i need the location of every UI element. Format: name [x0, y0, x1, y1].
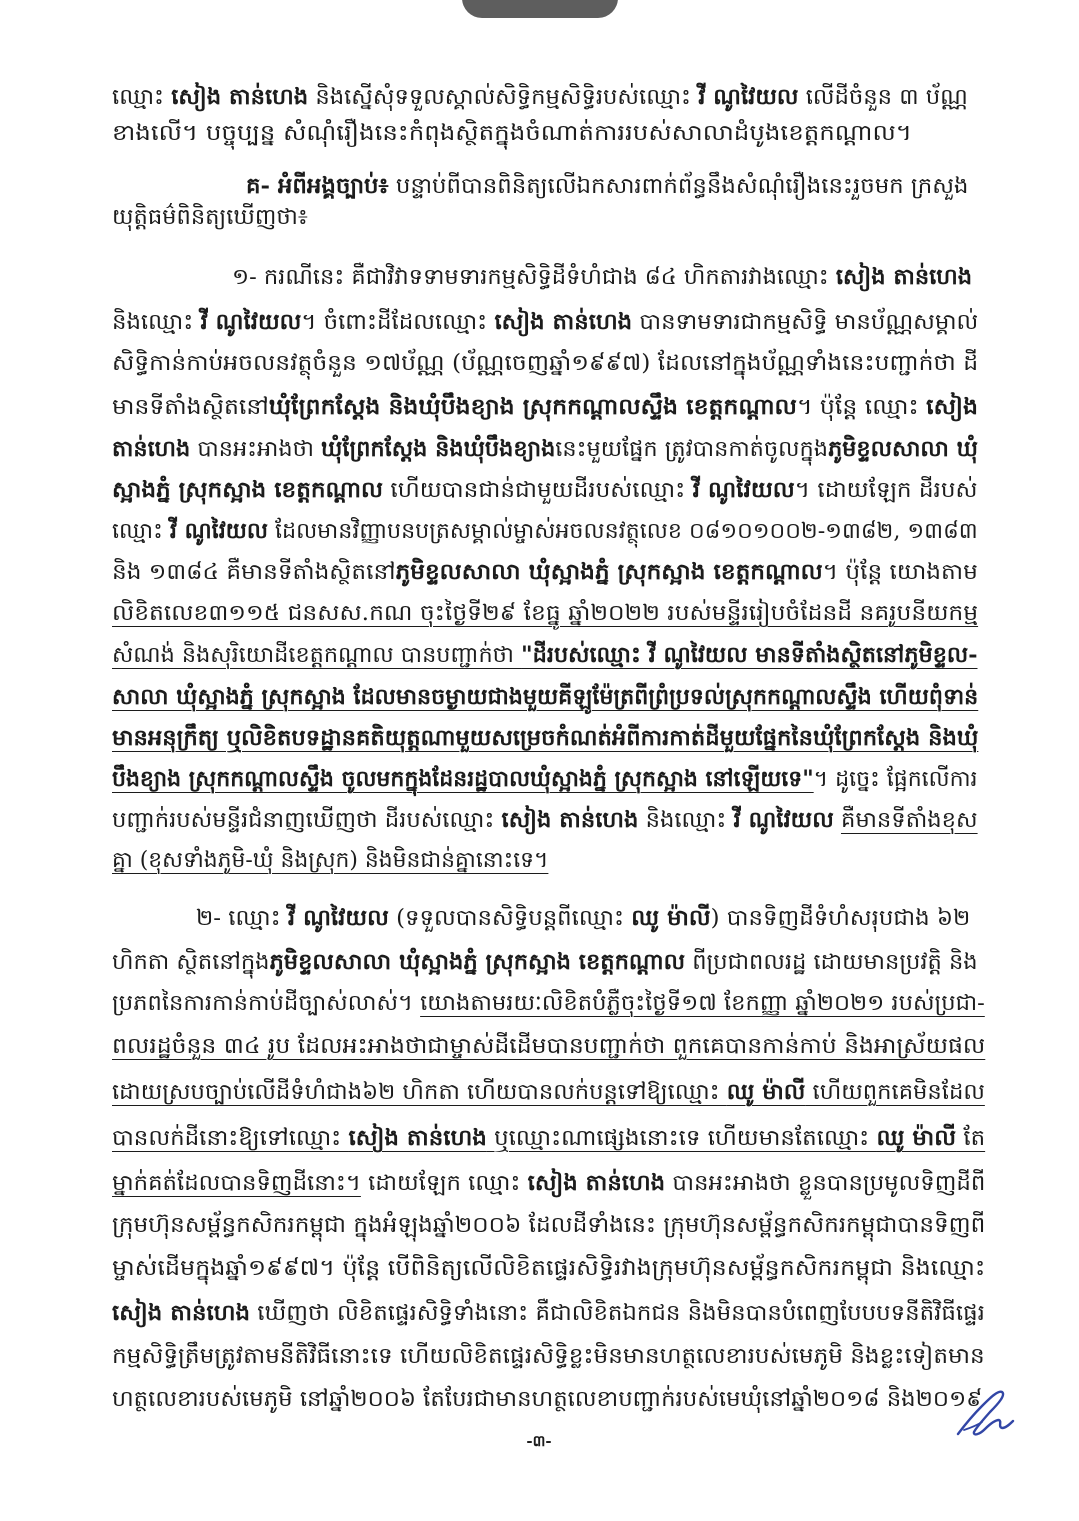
text-segment: បានលក់ដីនោះឱ្យទៅឈ្មោះ	[112, 1126, 349, 1151]
text-segment: យុត្តិធម៌ពិនិត្យឃើញថា៖	[112, 205, 308, 230]
text-segment: បានអះអាងថា ខ្លួនបានប្រមូលទិញដីពី	[665, 1171, 986, 1196]
text-segment: សៀង តាន់ហេង	[171, 84, 309, 110]
text-segment: កម្មសិទ្ធិត្រឹមត្រូវតាមនីតិវិធីនោះទេ ហើយលិខិតផ្ទេរសិទ្ធិខ្លះមិនមានហត្ថលេខារបស់មេភូមិ និងខ្លះទៀតមាន	[112, 1344, 985, 1369]
text-segment: គឺមានទីតាំងខុស	[840, 808, 978, 833]
text-segment: មានទីតាំងស្ថិតនៅ	[112, 395, 269, 420]
text-segment: បញ្ជាក់របស់មន្ទីរជំនាញឃើញថា ដីរបស់ឈ្មោះ	[112, 808, 502, 833]
text-line-content	[112, 1380, 982, 1420]
text-segment: ឈូ ម៉ាលី	[876, 1125, 957, 1151]
text-line	[112, 1380, 982, 1420]
text-line	[112, 759, 978, 799]
text-line	[112, 718, 978, 758]
text-segment: សៀង តាន់ហេង	[112, 1300, 250, 1326]
text-line	[112, 470, 978, 510]
text-line-content	[112, 1072, 985, 1113]
text-segment: វី ណូវៃយល	[200, 309, 302, 335]
text-segment: ពលរដ្ឋចំនួន ៣៤ រូប ដែលអះអាងថាជាម្ចាស់ដីដើមបានបញ្ជាក់ថា ពួកគេបានកាន់កាប់ និងអាស្រ័យផល	[112, 1034, 986, 1059]
text-segment: (ទទួលបានសិទ្ធិបន្តពីឈ្មោះ	[388, 906, 632, 931]
text-segment: ដោយឡែក ឈ្មោះ	[360, 1171, 528, 1196]
text-line	[112, 942, 978, 982]
text-segment: ហើយពួកគេមិនដែល	[805, 1080, 985, 1105]
text-segment: វី ណូវៃយល	[698, 84, 799, 110]
text-line	[112, 1249, 985, 1289]
text-line-content	[112, 1027, 985, 1067]
text-segment: វី ណូវៃយល	[169, 518, 268, 544]
text-segment: សាលា ឃុំស្អាងភ្នំ ស្រុកស្អាង ដែលមានចម្ងាយជាងមួយគីឡូម៉ែត្រពីព្រំប្រទល់ស្រុកកណ្តាលស្ទឹង ហើយពុំទាន់	[112, 684, 979, 710]
text-line-content	[112, 1337, 985, 1377]
text-line-content	[112, 1118, 985, 1159]
text-segment: ហត្ថលេខារបស់មេភូមិ នៅឆ្នាំ២០០៦ តែបែរជាមានហត្ថលេខាបញ្ជាក់របស់មេឃុំនៅឆ្នាំ២០១៨ និង២០១៩	[112, 1387, 983, 1412]
text-line-content	[112, 552, 978, 593]
text-segment: ឈូ ម៉ាលី	[726, 1079, 806, 1105]
text-segment: តែ	[956, 1126, 986, 1151]
text-segment: វី ណូវៃយល	[692, 477, 795, 503]
text-line-content	[112, 594, 978, 634]
text-segment: ដោយស្របច្បាប់លើដីទំហំជាង៦២ ហិកតា ហើយបានលក់បន្តទៅឱ្យឈ្មោះ	[112, 1080, 727, 1105]
text-segment: បឹងខ្យាង ស្រុកកណ្តាលស្ទឹង ចូលមកក្នុងដែនរដ្ឋបាលឃុំស្អាងភ្នំ ស្រុកស្អាង នៅឡើយទេ"	[112, 766, 814, 792]
text-line-content	[112, 114, 912, 154]
text-line	[196, 898, 970, 938]
text-line	[112, 1293, 985, 1333]
text-line	[112, 984, 985, 1024]
text-segment: ភូមិខ្ទលសាលា ឃុំ	[827, 436, 979, 462]
text-line	[112, 511, 978, 551]
text-segment: បន្ទាប់ពីបានពិនិត្យលើឯកសារពាក់ព័ន្ធនឹងសំណុំរឿងនេះរួចមក ក្រសួង	[388, 174, 969, 199]
text-segment: សៀង តាន់ហេង	[494, 309, 633, 335]
text-segment: មានអនុក្រឹត្យ ឬលិខិតបទដ្ឋានគតិយុត្តណាមួយសម្រេចកំណត់អំពីការកាត់ដីមួយផ្នែកនៃឃុំព្រែកស្តែង និងឃុំ	[112, 725, 979, 751]
text-segment: ក្រុមហ៊ុនសម្ព័ន្ធកសិករកម្ពុជា ក្នុងអំឡុងឆ្នាំ២០០៦ ដែលដីទាំងនេះ ក្រុមហ៊ុនសម្ព័ន្ធកសិករកម្ពុជាបានទិញពី	[112, 1213, 986, 1238]
text-segment: សិទ្ធិកាន់កាប់អចលនវត្ថុចំនួន ១៧ប័ណ្ណ (ប័ណ្ណចេញឆ្នាំ១៩៩៧) ដែលនៅក្នុងប័ណ្ណទាំងនេះបញ្ជាក់ថា ដី	[112, 351, 979, 376]
text-segment: ខាងលើ។ បច្ចុប្បន្ន សំណុំរឿងនេះកំពុងស្ថិតក្នុងចំណាត់ការរបស់សាលាដំបូងខេត្តកណ្តាល។	[112, 121, 912, 146]
text-line	[112, 1163, 985, 1203]
text-segment	[834, 808, 841, 833]
text-line	[112, 800, 978, 840]
text-line-content	[196, 898, 970, 939]
text-line-content	[112, 800, 978, 841]
text-segment: ឬឈ្មោះណាផ្សេងនោះទេ ហើយមានតែឈ្មោះ	[486, 1126, 877, 1151]
text-line	[246, 166, 968, 206]
text-segment: ហើយបានជាន់ជាមួយដីរបស់ឈ្មោះ	[383, 478, 693, 503]
text-segment: ។ ចំពោះដីដែលឈ្មោះ	[301, 310, 495, 335]
text-segment: ។ ប៉ុន្តែ យោងតាម	[822, 560, 978, 585]
text-line	[112, 198, 308, 238]
text-segment: ម្ចាស់ដើមក្នុងឆ្នាំ១៩៩៧។ ប៉ុន្តែ បើពិនិត្យលើលិខិតផ្ទេរសិទ្ធិរវាងក្រុមហ៊ុនសម្ព័ន្ធកសិករកម្ពុជា និងឈ្មោះ	[112, 1256, 986, 1281]
text-segment: សៀង តាន់ហេង	[835, 264, 973, 290]
text-segment: សៀង តាន់ហេង	[527, 1170, 666, 1196]
text-line-content	[112, 511, 978, 552]
text-segment: វី ណូវៃយល	[287, 905, 389, 931]
text-line-content	[112, 984, 985, 1024]
text-segment: ។ ដូច្នេះ ផ្អែកលើការ	[813, 767, 978, 792]
text-segment: ពីប្រជាពលរដ្ឋ ដោយមានប្រវត្តិ និង	[685, 950, 978, 975]
text-segment: ឈូ ម៉ាលី	[631, 905, 711, 931]
text-line	[112, 429, 978, 469]
text-line-content	[112, 387, 978, 428]
text-segment: ភូមិខ្ទលសាលា ឃុំស្អាងភ្នំ ស្រុកស្អាង ខេត្តកណ្តាល	[269, 949, 686, 975]
text-line-content	[232, 257, 972, 298]
text-segment: ឈ្មោះ	[112, 85, 172, 110]
text-segment: សំណង់ និងសុរិយោដីខេត្តកណ្តាល បានបញ្ជាក់ថា	[112, 643, 522, 668]
text-line	[112, 77, 968, 117]
text-segment: គ- អំពីអង្គច្បាប់៖	[246, 173, 389, 199]
text-segment: សៀង តាន់ហេង	[501, 807, 639, 833]
text-segment: បានអះអាងថា	[190, 437, 322, 462]
text-line-content	[112, 1293, 985, 1334]
text-line	[112, 635, 978, 675]
text-segment: លិខិតលេខ៣១១៥ ជនសស.កណ ចុះថ្ងៃទី២៩ ខែធ្នូ ឆ្នាំ២០២២ របស់មន្ទីររៀបចំដែនដី នគរូបនីយកម្ម	[112, 601, 979, 626]
text-line	[112, 1118, 985, 1158]
text-line-content	[246, 166, 968, 207]
text-line-content	[112, 344, 978, 384]
text-line	[112, 1072, 985, 1112]
text-segment: ស្អាងភ្នំ ស្រុកស្អាង ខេត្តកណ្តាល	[112, 477, 384, 503]
text-segment: ។ ប៉ុន្តែ ឈ្មោះ	[796, 395, 927, 420]
text-segment: សៀង	[926, 394, 978, 420]
text-segment: គ្នា (ខុសទាំងភូមិ-ឃុំ និងស្រុក) និងមិនជាន់គ្នានោះទេ។	[112, 848, 549, 873]
text-segment: លើដីចំនួន ៣ ប័ណ្ណ	[798, 85, 968, 110]
text-line-content	[112, 677, 978, 718]
signature-mark	[952, 1386, 1016, 1440]
text-line-content	[112, 1206, 985, 1246]
text-segment: តាន់ហេង	[112, 436, 191, 462]
text-segment: ម្នាក់គត់ដែលបានទិញដីនោះ។	[112, 1171, 361, 1196]
text-line-content	[112, 198, 308, 238]
text-line-content	[112, 1163, 985, 1204]
text-segment: និងស្នើសុំទទួលស្គាល់សិទ្ធិកម្មសិទ្ធិរបស់ឈ្មោះ	[308, 85, 699, 110]
text-segment: ១- ករណីនេះ គឺជាវិវាទទាមទារកម្មសិទ្ធិដីទំហំជាង ៨៤ ហិកតារវាងឈ្មោះ	[232, 265, 836, 290]
text-segment: យោងតាមរយៈលិខិតបំភ្លឺចុះថ្ងៃទី១៧ ខែកញ្ញា ឆ្នាំ២០២១ របស់ប្រជា-	[420, 991, 985, 1016]
text-segment: "ដីរបស់ឈ្មោះ វី ណូវៃយល មានទីតាំងស្ថិតនៅភូមិខ្ទល-	[521, 642, 978, 668]
text-segment: ២- ឈ្មោះ	[196, 906, 288, 931]
text-segment: ភូមិខ្ទលសាលា ឃុំស្អាងភ្នំ ស្រុកស្អាង ខេត្តកណ្តាល	[395, 559, 823, 585]
text-segment: និងឈ្មោះ	[112, 310, 201, 335]
text-line	[112, 594, 978, 634]
text-segment: ។ ដោយឡែក ដីរបស់	[794, 478, 978, 503]
signature-stroke	[958, 1392, 1013, 1435]
text-line-content	[112, 1249, 985, 1289]
text-segment: សៀង តាន់ហេង	[348, 1125, 487, 1151]
text-line-content	[112, 635, 977, 676]
text-line	[112, 114, 912, 154]
text-segment: ហិកតា ស្ថិតនៅក្នុង	[112, 950, 270, 975]
text-segment: ឃុំព្រែកស្តែង និងឃុំបឹងខ្យាង ស្រុកកណ្តាលស្ទឹង ខេត្តកណ្តាល	[268, 394, 797, 420]
text-line-content	[112, 302, 978, 343]
text-segment: នេះមួយផ្នែក ត្រូវបានកាត់ចូលក្នុង	[555, 437, 828, 462]
text-segment: បានទាមទារជាកម្មសិទ្ធិ មានប័ណ្ណសម្គាល់	[632, 310, 979, 335]
text-line-content	[112, 841, 548, 881]
text-segment: ដែលមានវិញ្ញាបនបត្រសម្គាល់ម្ចាស់អចលនវត្ថុលេខ ០៨១០១០០២-១៣៨២, ១៣៨៣	[267, 519, 978, 544]
text-line-content	[112, 942, 978, 983]
text-line	[112, 552, 978, 592]
text-line	[232, 257, 972, 297]
text-line-content	[112, 429, 978, 470]
text-segment: ) បានទិញដីទំហំសរុបជាង ៦២	[710, 906, 971, 931]
text-segment: ឃើញថា លិខិតផ្ទេរសិទ្ធិទាំងនោះ គឺជាលិខិតឯកជន និងមិនបានបំពេញបែបបទនីតិវិធីផ្ទេរ	[249, 1301, 985, 1326]
page-indicator	[462, 0, 618, 18]
text-line-content	[112, 77, 968, 118]
page-number: -៣-	[526, 1432, 552, 1450]
text-line-content	[112, 759, 978, 800]
text-line	[112, 677, 978, 717]
text-segment: ឃុំព្រែកស្តែង និងឃុំបឹងខ្យាង	[321, 436, 556, 462]
text-line	[112, 387, 978, 427]
text-line	[112, 1337, 985, 1377]
text-line-content	[112, 470, 977, 511]
text-line	[112, 344, 978, 384]
text-line	[112, 841, 548, 881]
text-segment: វី ណូវៃយល	[733, 807, 834, 833]
text-segment: និង ១៣៨៤ គឺមានទីតាំងស្ថិតនៅ	[112, 560, 396, 585]
text-segment: ឈ្មោះ	[112, 519, 170, 544]
text-line	[112, 1027, 985, 1067]
text-line	[112, 1206, 985, 1246]
text-segment: ប្រភពនៃការកាន់កាប់ដីច្បាស់លាស់។	[112, 991, 421, 1016]
text-segment: និងឈ្មោះ	[638, 808, 734, 833]
text-line	[112, 302, 978, 342]
text-line-content	[112, 718, 978, 759]
